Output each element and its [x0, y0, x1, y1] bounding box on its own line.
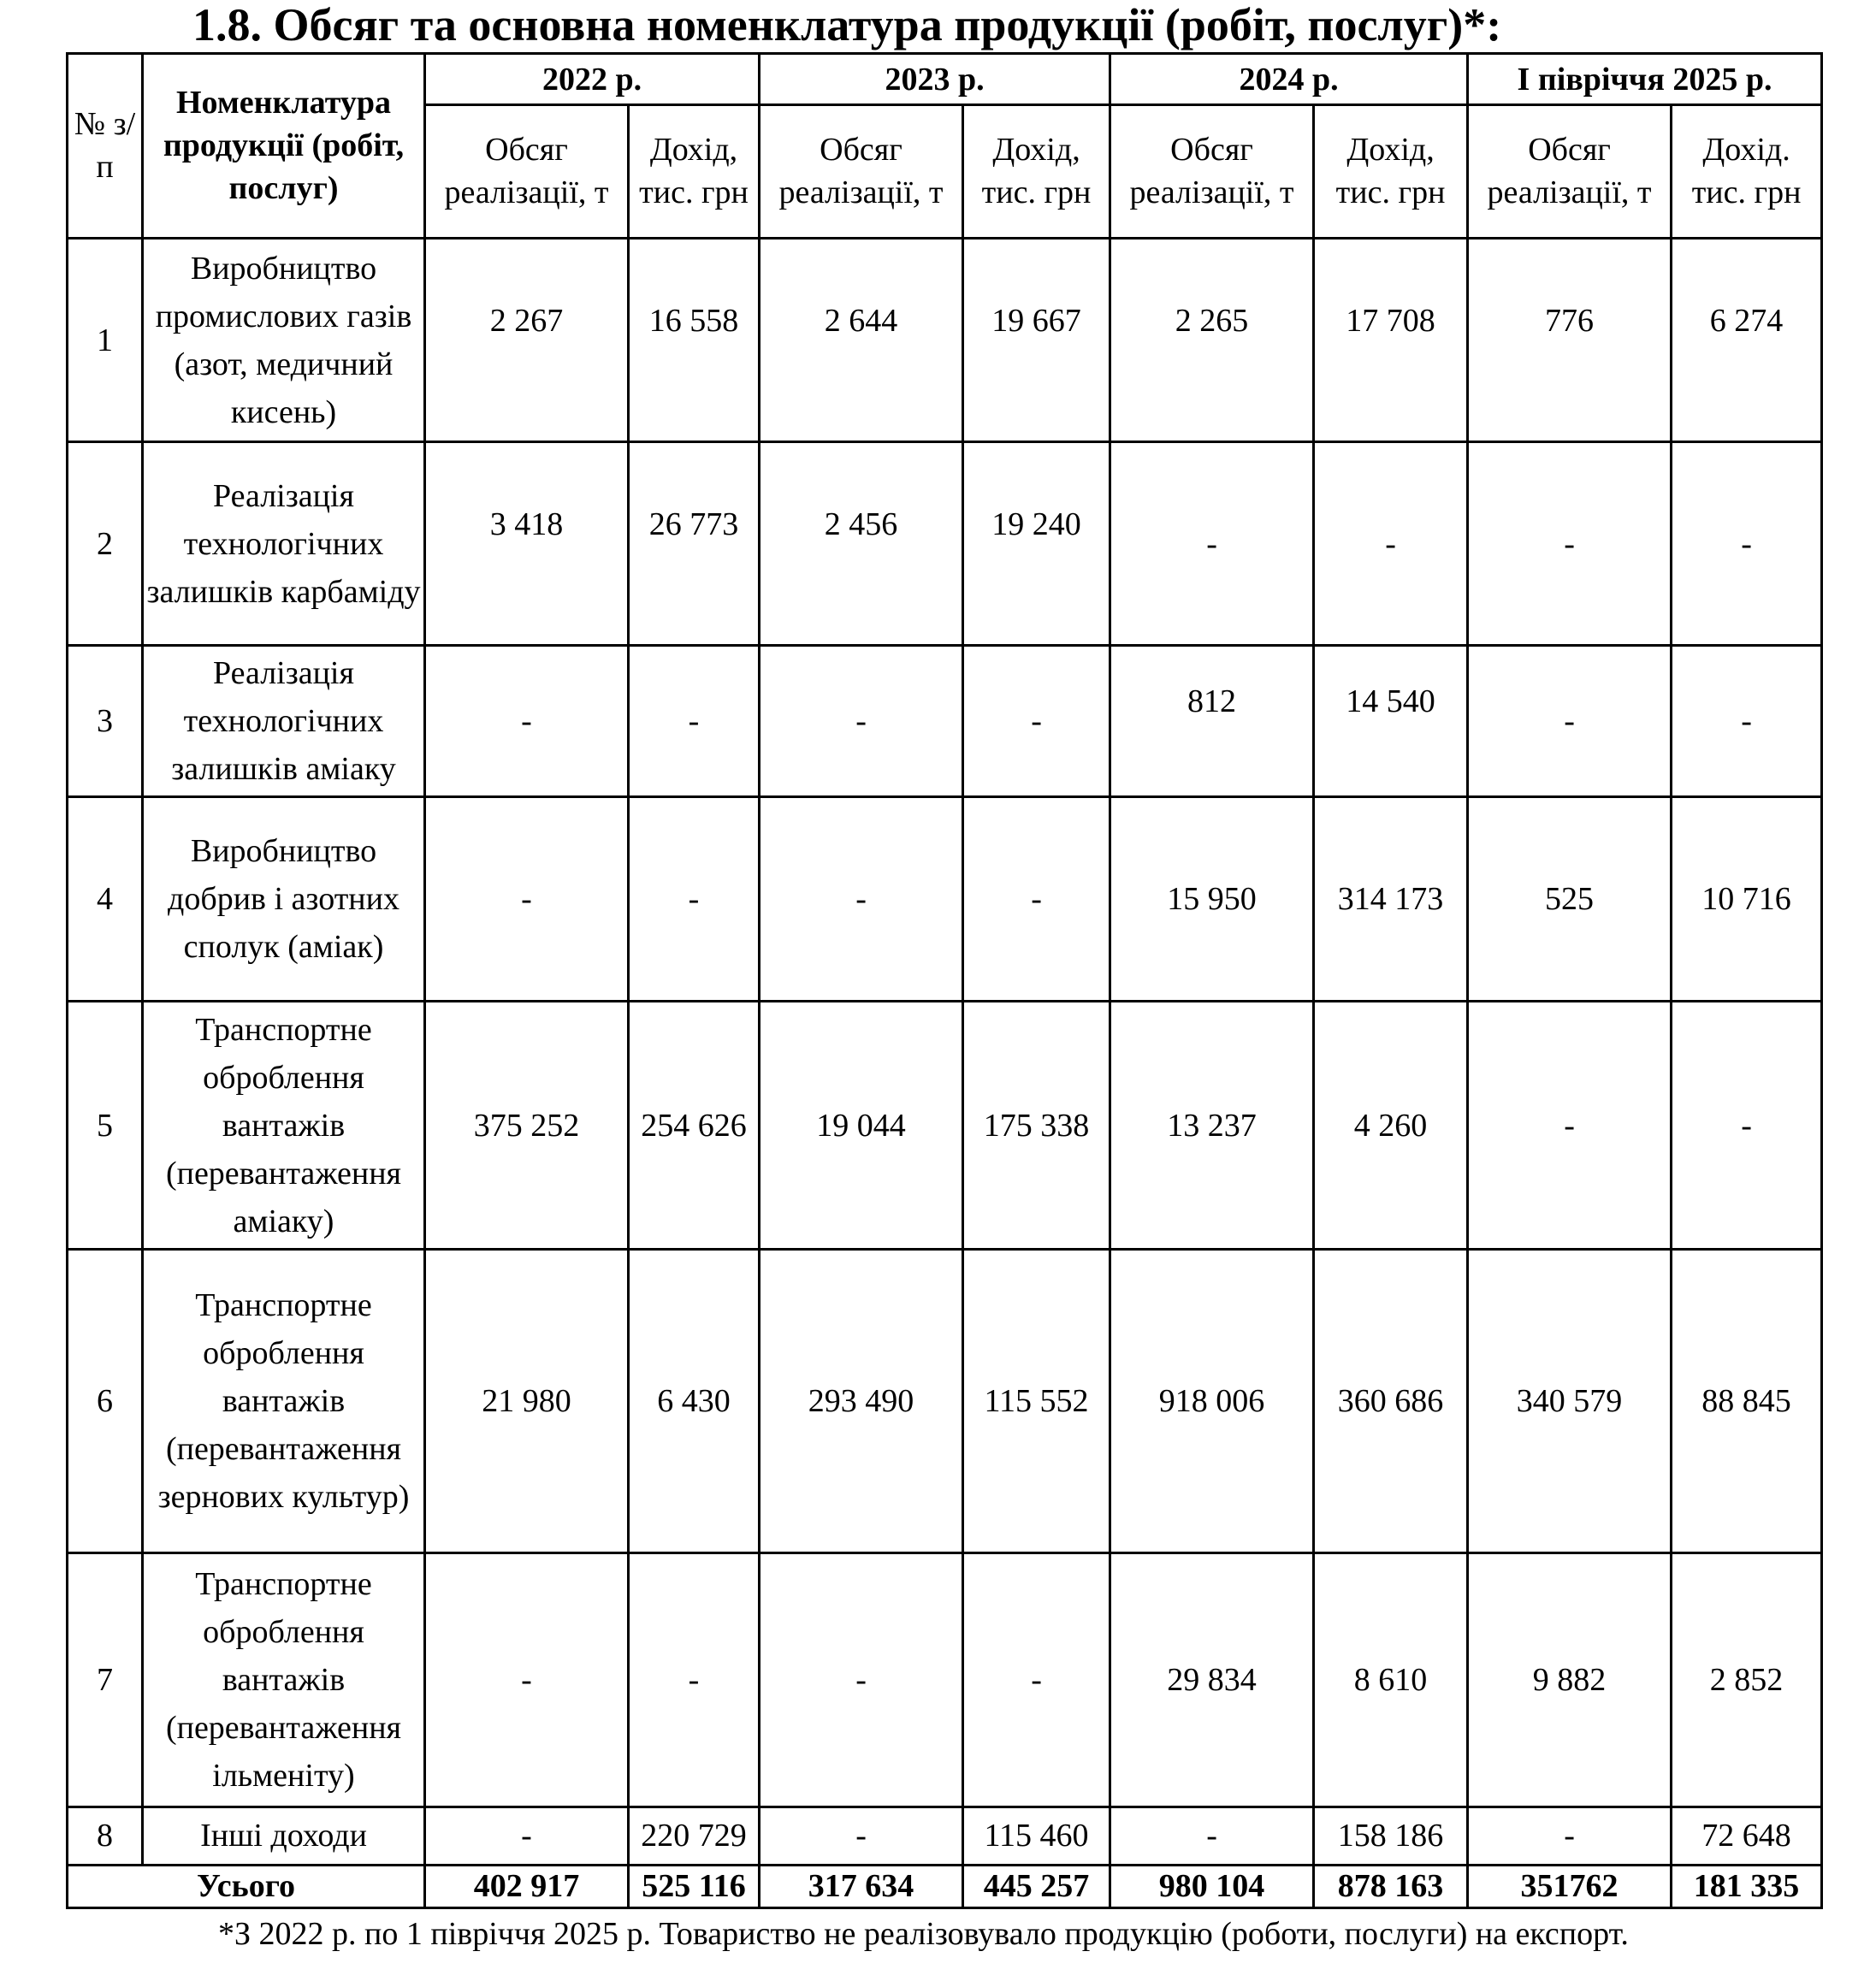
table-row — [68, 442, 1822, 646]
cell-value: 525 — [1468, 796, 1672, 1001]
cell-value: - — [629, 796, 760, 1001]
cell-value: 13 237 — [1110, 1001, 1314, 1250]
header-name: Номенклатура продукції (робіт, послуг) — [143, 54, 425, 239]
cell-value: - — [629, 646, 760, 797]
table-row — [68, 1552, 1822, 1807]
cell-value: 158 186 — [1314, 1807, 1468, 1865]
cell-value: 21 980 — [425, 1250, 629, 1552]
cell-value: 115 552 — [963, 1250, 1110, 1552]
cell-value: - — [1110, 1807, 1314, 1865]
cell-value: 314 173 — [1314, 796, 1468, 1001]
row-number: 5 — [68, 1001, 143, 1250]
cell-value: - — [760, 796, 963, 1001]
cell-value: 2 852 — [1672, 1552, 1822, 1807]
cell-value: 2 456 — [760, 442, 963, 646]
cell-value: - — [1468, 646, 1672, 797]
cell-value: - — [760, 1807, 963, 1865]
row-name: Виробництво добрив і азотних сполук (аміак) — [143, 796, 425, 1001]
row-number: 6 — [68, 1250, 143, 1552]
row-name: Інші доходи — [143, 1807, 425, 1865]
cell-value: - — [425, 1552, 629, 1807]
row-name: Реалізація технологічних залишків аміаку — [143, 646, 425, 797]
cell-value: - — [1672, 646, 1822, 797]
cell-value: 2 267 — [425, 238, 629, 442]
row-number: 8 — [68, 1807, 143, 1865]
cell-value: 72 648 — [1672, 1807, 1822, 1865]
cell-value: 4 260 — [1314, 1001, 1468, 1250]
cell-value: 6 430 — [629, 1250, 760, 1552]
cell-value: - — [1672, 1001, 1822, 1250]
cell-value: - — [425, 646, 629, 797]
cell-value: - — [629, 1552, 760, 1807]
cell-value: 175 338 — [963, 1001, 1110, 1250]
total-label: Усього — [68, 1865, 425, 1907]
cell-value: 14 540 — [1314, 646, 1468, 797]
header-income: Дохід, тис. грн — [629, 105, 760, 239]
total-value: 980 104 — [1110, 1865, 1314, 1907]
cell-value: 115 460 — [963, 1807, 1110, 1865]
row-name: Реалізація технологічних залишків карбаміду — [143, 442, 425, 646]
header-income: Дохід, тис. грн — [963, 105, 1110, 239]
cell-value: 9 882 — [1468, 1552, 1672, 1807]
table-row — [68, 1250, 1822, 1552]
page-title: 1.8. Обсяг та основна номенклатура продукції (робіт, послуг)*: — [192, 0, 1502, 50]
row-number: 4 — [68, 796, 143, 1001]
cell-value: 16 558 — [629, 238, 760, 442]
row-number: 3 — [68, 646, 143, 797]
cell-value: 3 418 — [425, 442, 629, 646]
cell-value: - — [425, 796, 629, 1001]
cell-value: - — [963, 1552, 1110, 1807]
header-income: Дохід, тис. грн — [1314, 105, 1468, 239]
row-number: 2 — [68, 442, 143, 646]
cell-value: 2 644 — [760, 238, 963, 442]
cell-value: 776 — [1468, 238, 1672, 442]
cell-value: 88 845 — [1672, 1250, 1822, 1552]
cell-value: 812 — [1110, 646, 1314, 797]
row-name: Транспортне оброблення вантажів (перевантаження зернових культур) — [143, 1250, 425, 1552]
cell-value: 19 667 — [963, 238, 1110, 442]
total-value: 878 163 — [1314, 1865, 1468, 1907]
row-name: Виробництво промислових газів (азот, медичний кисень) — [143, 238, 425, 442]
cell-value: - — [1314, 442, 1468, 646]
header-income: Дохід. тис. грн — [1672, 105, 1822, 239]
cell-value: 6 274 — [1672, 238, 1822, 442]
header-year-2022: 2022 р. — [425, 54, 760, 105]
table-row — [68, 796, 1822, 1001]
row-number: 1 — [68, 238, 143, 442]
cell-value: 2 265 — [1110, 238, 1314, 442]
header-year-2023: 2023 р. — [760, 54, 1110, 105]
cell-value: 254 626 — [629, 1001, 760, 1250]
cell-value: - — [1468, 1807, 1672, 1865]
cell-value: - — [1468, 1001, 1672, 1250]
table-row — [68, 238, 1822, 442]
total-value: 402 917 — [425, 1865, 629, 1907]
table-row — [68, 1001, 1822, 1250]
total-value: 181 335 — [1672, 1865, 1822, 1907]
header-year-2025-h1: І півріччя 2025 р. — [1468, 54, 1822, 105]
cell-value: - — [963, 796, 1110, 1001]
total-row — [68, 1865, 1822, 1907]
cell-value: 360 686 — [1314, 1250, 1468, 1552]
cell-value: 19 240 — [963, 442, 1110, 646]
cell-value: 19 044 — [760, 1001, 963, 1250]
cell-value: - — [1468, 442, 1672, 646]
row-name: Транспортне оброблення вантажів (перевантаження ільменіту) — [143, 1552, 425, 1807]
row-name: Транспортне оброблення вантажів (перевантаження аміаку) — [143, 1001, 425, 1250]
cell-value: - — [760, 1552, 963, 1807]
cell-value: - — [425, 1807, 629, 1865]
header-no: № з/п — [68, 54, 143, 239]
table-row — [68, 646, 1822, 797]
products-table — [66, 52, 1823, 1909]
header-year-2024: 2024 р. — [1110, 54, 1468, 105]
cell-value: - — [1110, 442, 1314, 646]
table-row — [68, 1807, 1822, 1865]
total-value: 525 116 — [629, 1865, 760, 1907]
cell-value: 17 708 — [1314, 238, 1468, 442]
cell-value: 26 773 — [629, 442, 760, 646]
header-volume: Обсяг реалізації, т — [1110, 105, 1314, 239]
cell-value: 340 579 — [1468, 1250, 1672, 1552]
header-volume: Обсяг реалізації, т — [425, 105, 629, 239]
header-row-years — [68, 54, 1822, 105]
total-value: 351762 — [1468, 1865, 1672, 1907]
cell-value: 918 006 — [1110, 1250, 1314, 1552]
cell-value: 10 716 — [1672, 796, 1822, 1001]
cell-value: - — [760, 646, 963, 797]
cell-value: 220 729 — [629, 1807, 760, 1865]
total-value: 445 257 — [963, 1865, 1110, 1907]
header-volume: Обсяг реалізації, т — [760, 105, 963, 239]
cell-value: 375 252 — [425, 1001, 629, 1250]
cell-value: 8 610 — [1314, 1552, 1468, 1807]
cell-value: 293 490 — [760, 1250, 963, 1552]
header-volume: Обсяг реалізації, т — [1468, 105, 1672, 239]
cell-value: - — [963, 646, 1110, 797]
row-number: 7 — [68, 1552, 143, 1807]
total-value: 317 634 — [760, 1865, 963, 1907]
footnote: *З 2022 р. по 1 півріччя 2025 р. Товариство не реалізовувало продукцію (роботи, послуги) на експорт. — [218, 1916, 1629, 1952]
cell-value: 15 950 — [1110, 796, 1314, 1001]
cell-value: - — [1672, 442, 1822, 646]
cell-value: 29 834 — [1110, 1552, 1314, 1807]
